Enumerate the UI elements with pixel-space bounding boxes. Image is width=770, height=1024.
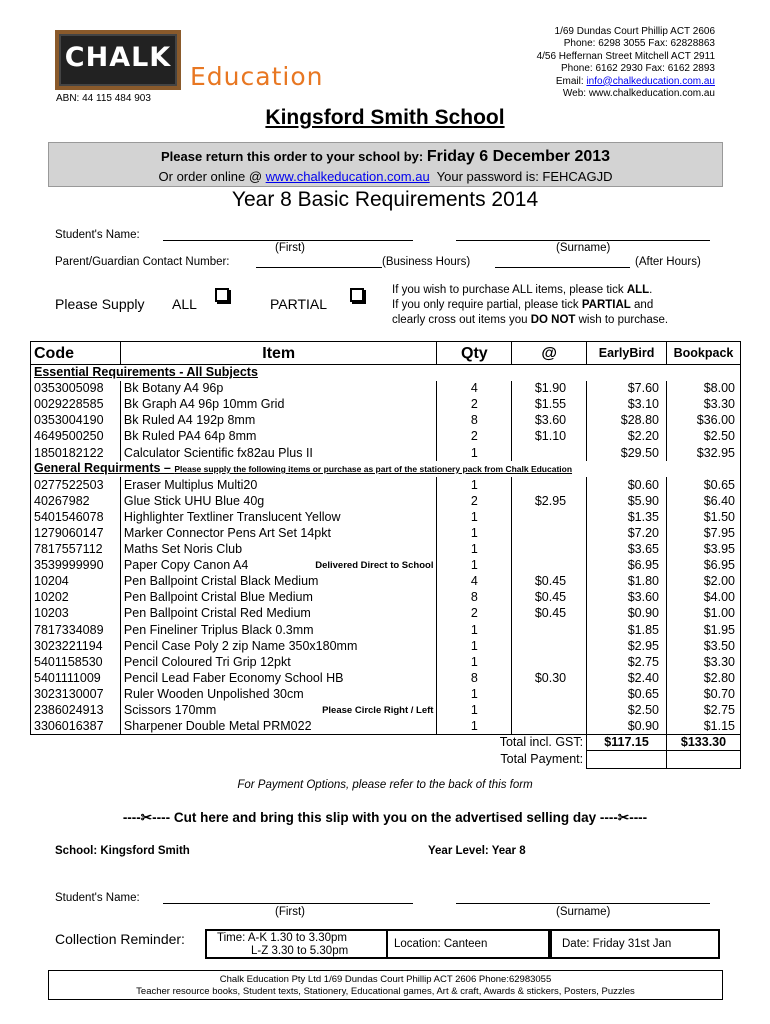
section-essential: [31, 365, 741, 381]
slip-surname-field[interactable]: [456, 892, 710, 904]
payment-row: [31, 751, 741, 769]
cell-earlybird: $29.50: [587, 445, 667, 461]
cell-item: Pen Fineliner Triplus Black 0.3mm: [120, 622, 437, 638]
cell-unit-price: $1.90: [512, 381, 587, 397]
cell-bookpack: $6.40: [667, 493, 741, 509]
address-line: Phone: 6298 3055 Fax: 62828863: [563, 38, 715, 50]
online-order-line: Or order online @ www.chalkeducation.com.au Your password is: FEHCAGJD: [158, 169, 613, 184]
table-row[interactable]: [31, 638, 741, 654]
cell-unit-price: [512, 525, 587, 541]
total-label: Total incl. GST:: [499, 735, 584, 750]
cell-bookpack: $2.80: [667, 670, 741, 686]
section-title: Essential Requirements - All Subjects: [34, 365, 258, 380]
address-line: Phone: 6162 2930 Fax: 6162 2893: [560, 63, 715, 75]
header-item: Item: [120, 342, 437, 365]
cell-earlybird: $0.90: [587, 606, 667, 622]
slip-student-name-label: Student's Name:: [55, 892, 140, 904]
cell-unit-price: $2.95: [512, 493, 587, 509]
cell-unit-price: [512, 445, 587, 461]
table-row[interactable]: [31, 574, 741, 590]
slip-school: School: Kingsford Smith: [55, 845, 190, 857]
table-row[interactable]: [31, 509, 741, 525]
cell-unit-price: [512, 477, 587, 493]
cell-code: 5401546078: [31, 509, 121, 525]
cell-code: 0277522503: [31, 477, 121, 493]
cell-code: 0353004190: [31, 413, 121, 429]
cell-code: 4649500250: [31, 429, 121, 445]
cell-bookpack: $2.50: [667, 429, 741, 445]
cell-code: 2386024913: [31, 702, 121, 718]
logo-text: CHALK: [64, 42, 172, 73]
table-row[interactable]: [31, 558, 741, 574]
cell-earlybird: $2.20: [587, 429, 667, 445]
cell-qty: 1: [437, 654, 512, 670]
chalk-logo: [55, 30, 181, 90]
cell-earlybird: $3.65: [587, 542, 667, 558]
table-row[interactable]: [31, 525, 741, 541]
cell-code: 3306016387: [31, 719, 121, 735]
slip-first-name-field[interactable]: [163, 892, 413, 904]
slip-first-label: (First): [275, 906, 306, 918]
web-line: Web: www.chalkeducation.com.au: [562, 88, 715, 100]
email-link[interactable]: info@chalkeducation.com.au: [586, 75, 715, 87]
cell-earlybird: $2.40: [587, 670, 667, 686]
cell-earlybird: $3.60: [587, 590, 667, 606]
business-hours-label: (Business Hours): [382, 256, 471, 268]
cell-qty: 2: [437, 493, 512, 509]
cell-bookpack: $3.95: [667, 542, 741, 558]
cell-item: Pen Ballpoint Cristal Black Medium: [120, 574, 437, 590]
cell-item: Maths Set Noris Club: [120, 542, 437, 558]
table-row[interactable]: [31, 477, 741, 493]
total-bookpack: $133.30: [667, 735, 741, 751]
item-note: Please Circle Right / Left: [322, 705, 434, 717]
after-hours-label: (After Hours): [635, 256, 701, 268]
cell-bookpack: $1.95: [667, 622, 741, 638]
cell-earlybird: $1.80: [587, 574, 667, 590]
cell-unit-price: [512, 638, 587, 654]
all-label: ALL: [172, 296, 197, 312]
collection-reminder-label: Collection Reminder:: [55, 931, 185, 947]
cell-unit-price: [512, 654, 587, 670]
cell-code: 3023221194: [31, 638, 121, 654]
cell-item: Scissors 170mm Please Circle Right / Left: [120, 702, 437, 718]
cell-unit-price: $0.45: [512, 606, 587, 622]
cell-qty: 8: [437, 590, 512, 606]
business-phone-field[interactable]: [256, 256, 382, 268]
collection-location-box: Location: Canteen: [386, 929, 550, 959]
parent-contact-label: Parent/Guardian Contact Number:: [55, 256, 230, 268]
cell-bookpack: $3.30: [667, 397, 741, 413]
cell-unit-price: [512, 622, 587, 638]
payment-field[interactable]: [587, 751, 667, 769]
slip-surname-label: (Surname): [556, 906, 611, 918]
cell-item: Pencil Lead Faber Economy School HB: [120, 670, 437, 686]
cell-item: Bk Ruled PA4 64p 8mm: [120, 429, 437, 445]
return-date: Friday 6 December 2013: [426, 148, 611, 165]
cell-qty: 4: [437, 381, 512, 397]
header-bookpack: Bookpack: [667, 342, 741, 365]
cell-earlybird: $0.65: [587, 686, 667, 702]
cell-item: Bk Botany A4 96p: [120, 381, 437, 397]
cell-item: Eraser Multiplus Multi20: [120, 477, 437, 493]
cell-qty: 1: [437, 509, 512, 525]
cell-unit-price: [512, 719, 587, 735]
cell-item: Pen Ballpoint Cristal Blue Medium: [120, 590, 437, 606]
form-title: Year 8 Basic Requirements 2014: [231, 188, 539, 211]
cell-code: 0353005098: [31, 381, 121, 397]
cell-qty: 4: [437, 574, 512, 590]
first-name-field[interactable]: [163, 229, 413, 241]
cell-item: Pencil Case Poly 2 zip Name 350x180mm: [120, 638, 437, 654]
cell-qty: 1: [437, 542, 512, 558]
cell-earlybird: $1.85: [587, 622, 667, 638]
cell-code: 40267982: [31, 493, 121, 509]
cell-qty: 1: [437, 445, 512, 461]
cell-code: 10202: [31, 590, 121, 606]
please-supply-label: Please Supply: [55, 296, 145, 312]
cell-earlybird: $7.60: [587, 381, 667, 397]
surname-field[interactable]: [456, 229, 710, 241]
collection-date-box: Date: Friday 31st Jan: [550, 929, 720, 959]
cell-qty: 1: [437, 622, 512, 638]
cell-unit-price: [512, 686, 587, 702]
cell-code: 10203: [31, 606, 121, 622]
cell-bookpack: $1.50: [667, 509, 741, 525]
cell-unit-price: $0.30: [512, 670, 587, 686]
header-unit-price: @: [512, 342, 587, 365]
table-row[interactable]: [31, 397, 741, 413]
cell-code: 3023130007: [31, 686, 121, 702]
cut-line: ----✂---- Cut here and bring this slip with you on the advertised selling day ----✂----: [122, 810, 648, 825]
password-text: Your password is: FEHCAGJD: [429, 169, 613, 184]
cell-qty: 1: [437, 558, 512, 574]
cell-qty: 8: [437, 670, 512, 686]
table-row[interactable]: [31, 381, 741, 397]
cell-item: Glue Stick UHU Blue 40g: [120, 493, 437, 509]
cell-bookpack: $1.15: [667, 719, 741, 735]
cell-earlybird: $2.50: [587, 702, 667, 718]
cell-item: Ruler Wooden Unpolished 30cm: [120, 686, 437, 702]
total-earlybird: $117.15: [587, 735, 667, 751]
table-row[interactable]: [31, 654, 741, 670]
section-general: [31, 461, 741, 477]
table-row[interactable]: [31, 542, 741, 558]
cell-qty: 2: [437, 606, 512, 622]
cell-item: Calculator Scientific fx82au Plus II: [120, 445, 437, 461]
partial-label: PARTIAL: [270, 296, 328, 312]
first-label: (First): [275, 242, 306, 254]
cell-code: 7817557112: [31, 542, 121, 558]
cell-unit-price: $1.55: [512, 397, 587, 413]
table-row[interactable]: [31, 670, 741, 686]
cell-qty: 1: [437, 719, 512, 735]
cell-earlybird: $6.95: [587, 558, 667, 574]
cell-qty: 1: [437, 477, 512, 493]
cell-unit-price: [512, 702, 587, 718]
cell-qty: 2: [437, 429, 512, 445]
all-checkbox[interactable]: [215, 288, 229, 302]
logo-education-text: Education: [190, 62, 324, 91]
cell-code: 5401111009: [31, 670, 121, 686]
payment-options-note: For Payment Options, please refer to the back of this form: [237, 779, 533, 791]
footer-line1: Chalk Education Pty Ltd 1/69 Dundas Court Phillip ACT 2606 Phone:62983055: [219, 974, 552, 985]
cell-item: Bk Graph A4 96p 10mm Grid: [120, 397, 437, 413]
footer-box: [48, 970, 723, 1000]
supply-instructions: If you wish to purchase ALL items, please tick ALL. If you only require partial, please tick PARTIAL and clearly cross out items you DO NOT wish to purchase.: [392, 284, 669, 326]
cell-qty: 1: [437, 702, 512, 718]
online-order-link[interactable]: www.chalkeducation.com.au: [265, 169, 430, 184]
cell-unit-price: $0.45: [512, 590, 587, 606]
cell-qty: 1: [437, 686, 512, 702]
cell-item: Highlighter Textliner Translucent Yellow: [120, 509, 437, 525]
cell-bookpack: $4.00: [667, 590, 741, 606]
header-earlybird: EarlyBird: [587, 342, 667, 365]
footer-line2: Teacher resource books, Student texts, Stationery, Educational games, Art & craft, Awards & stickers, Posters, Puzzles: [136, 986, 635, 997]
table-row[interactable]: [31, 622, 741, 638]
payment-field[interactable]: [667, 751, 741, 769]
cell-qty: 8: [437, 413, 512, 429]
table-row[interactable]: [31, 719, 741, 735]
header-qty: Qty: [437, 342, 512, 365]
cell-bookpack: $8.00: [667, 381, 741, 397]
cell-bookpack: $3.50: [667, 638, 741, 654]
cell-unit-price: [512, 542, 587, 558]
cell-earlybird: $5.90: [587, 493, 667, 509]
cell-item: Sharpener Double Metal PRM022: [120, 719, 437, 735]
table-row[interactable]: [31, 493, 741, 509]
table-row[interactable]: [31, 413, 741, 429]
cell-earlybird: $0.90: [587, 719, 667, 735]
cell-earlybird: $0.60: [587, 477, 667, 493]
student-name-label: Student's Name:: [55, 229, 140, 241]
table-row[interactable]: [31, 686, 741, 702]
cell-unit-price: $3.60: [512, 413, 587, 429]
cell-bookpack: $7.95: [667, 525, 741, 541]
cell-earlybird: $1.35: [587, 509, 667, 525]
table-row[interactable]: [31, 590, 741, 606]
return-date-line: Please return this order to your school by: Friday 6 December 2013: [160, 148, 611, 165]
company-address: [415, 26, 715, 100]
cell-bookpack: $6.95: [667, 558, 741, 574]
cell-unit-price: [512, 509, 587, 525]
table-row[interactable]: [31, 429, 741, 445]
partial-checkbox[interactable]: [350, 288, 364, 302]
cell-earlybird: $3.10: [587, 397, 667, 413]
cell-item: Bk Ruled A4 192p 8mm: [120, 413, 437, 429]
cell-item: Paper Copy Canon A4 Delivered Direct to School: [120, 558, 437, 574]
cell-qty: 1: [437, 525, 512, 541]
total-row: [31, 735, 741, 751]
address-line: 1/69 Dundas Court Phillip ACT 2606: [554, 26, 715, 37]
cell-code: 0029228585: [31, 397, 121, 413]
cell-bookpack: $0.65: [667, 477, 741, 493]
address-line: 4/56 Heffernan Street Mitchell ACT 2911: [536, 50, 715, 62]
cell-bookpack: $1.00: [667, 606, 741, 622]
collection-time-box: Time: A-K 1.30 to 3.30pm L-Z 3.30 to 5.30pm: [205, 929, 388, 959]
order-table: [30, 341, 741, 769]
item-note: Delivered Direct to School: [315, 560, 434, 572]
cell-bookpack: $32.95: [667, 445, 741, 461]
cell-code: 1279060147: [31, 525, 121, 541]
surname-label: (Surname): [556, 242, 611, 254]
cell-code: 3539999990: [31, 558, 121, 574]
cell-qty: 1: [437, 638, 512, 654]
cell-unit-price: [512, 558, 587, 574]
cell-code: 5401158530: [31, 654, 121, 670]
cell-earlybird: $2.75: [587, 654, 667, 670]
cell-bookpack: $0.70: [667, 686, 741, 702]
cell-code: 10204: [31, 574, 121, 590]
table-row[interactable]: [31, 606, 741, 622]
payment-label: Total Payment:: [500, 752, 584, 767]
slip-year-level: Year Level: Year 8: [428, 845, 526, 857]
cell-item: Pen Ballpoint Cristal Red Medium: [120, 606, 437, 622]
cell-unit-price: $1.10: [512, 429, 587, 445]
cell-earlybird: $7.20: [587, 525, 667, 541]
table-row[interactable]: [31, 702, 741, 718]
header-code: Code: [31, 342, 121, 365]
school-name: Kingsford Smith School: [265, 106, 505, 129]
cell-code: 1850182122: [31, 445, 121, 461]
cell-unit-price: $0.45: [512, 574, 587, 590]
cell-earlybird: $28.80: [587, 413, 667, 429]
cell-bookpack: $2.00: [667, 574, 741, 590]
abn-number: ABN: 44 115 484 903: [56, 93, 151, 104]
section-note: Please supply the following items or purchase as part of the stationery pack from Chalk Education: [174, 464, 573, 475]
cell-bookpack: $2.75: [667, 702, 741, 718]
return-notice-box: [48, 142, 723, 187]
cell-bookpack: $3.30: [667, 654, 741, 670]
cell-item: Marker Connector Pens Art Set 14pkt: [120, 525, 437, 541]
table-header-row: [31, 342, 741, 365]
cell-bookpack: $36.00: [667, 413, 741, 429]
section-title: General Requirments –: [34, 461, 175, 476]
cell-item: Pencil Coloured Tri Grip 12pkt: [120, 654, 437, 670]
cell-code: 7817334089: [31, 622, 121, 638]
cell-qty: 2: [437, 397, 512, 413]
email-line: Email: info@chalkeducation.com.au: [555, 75, 715, 87]
table-row[interactable]: [31, 445, 741, 461]
cell-earlybird: $2.95: [587, 638, 667, 654]
after-hours-phone-field[interactable]: [495, 256, 630, 268]
